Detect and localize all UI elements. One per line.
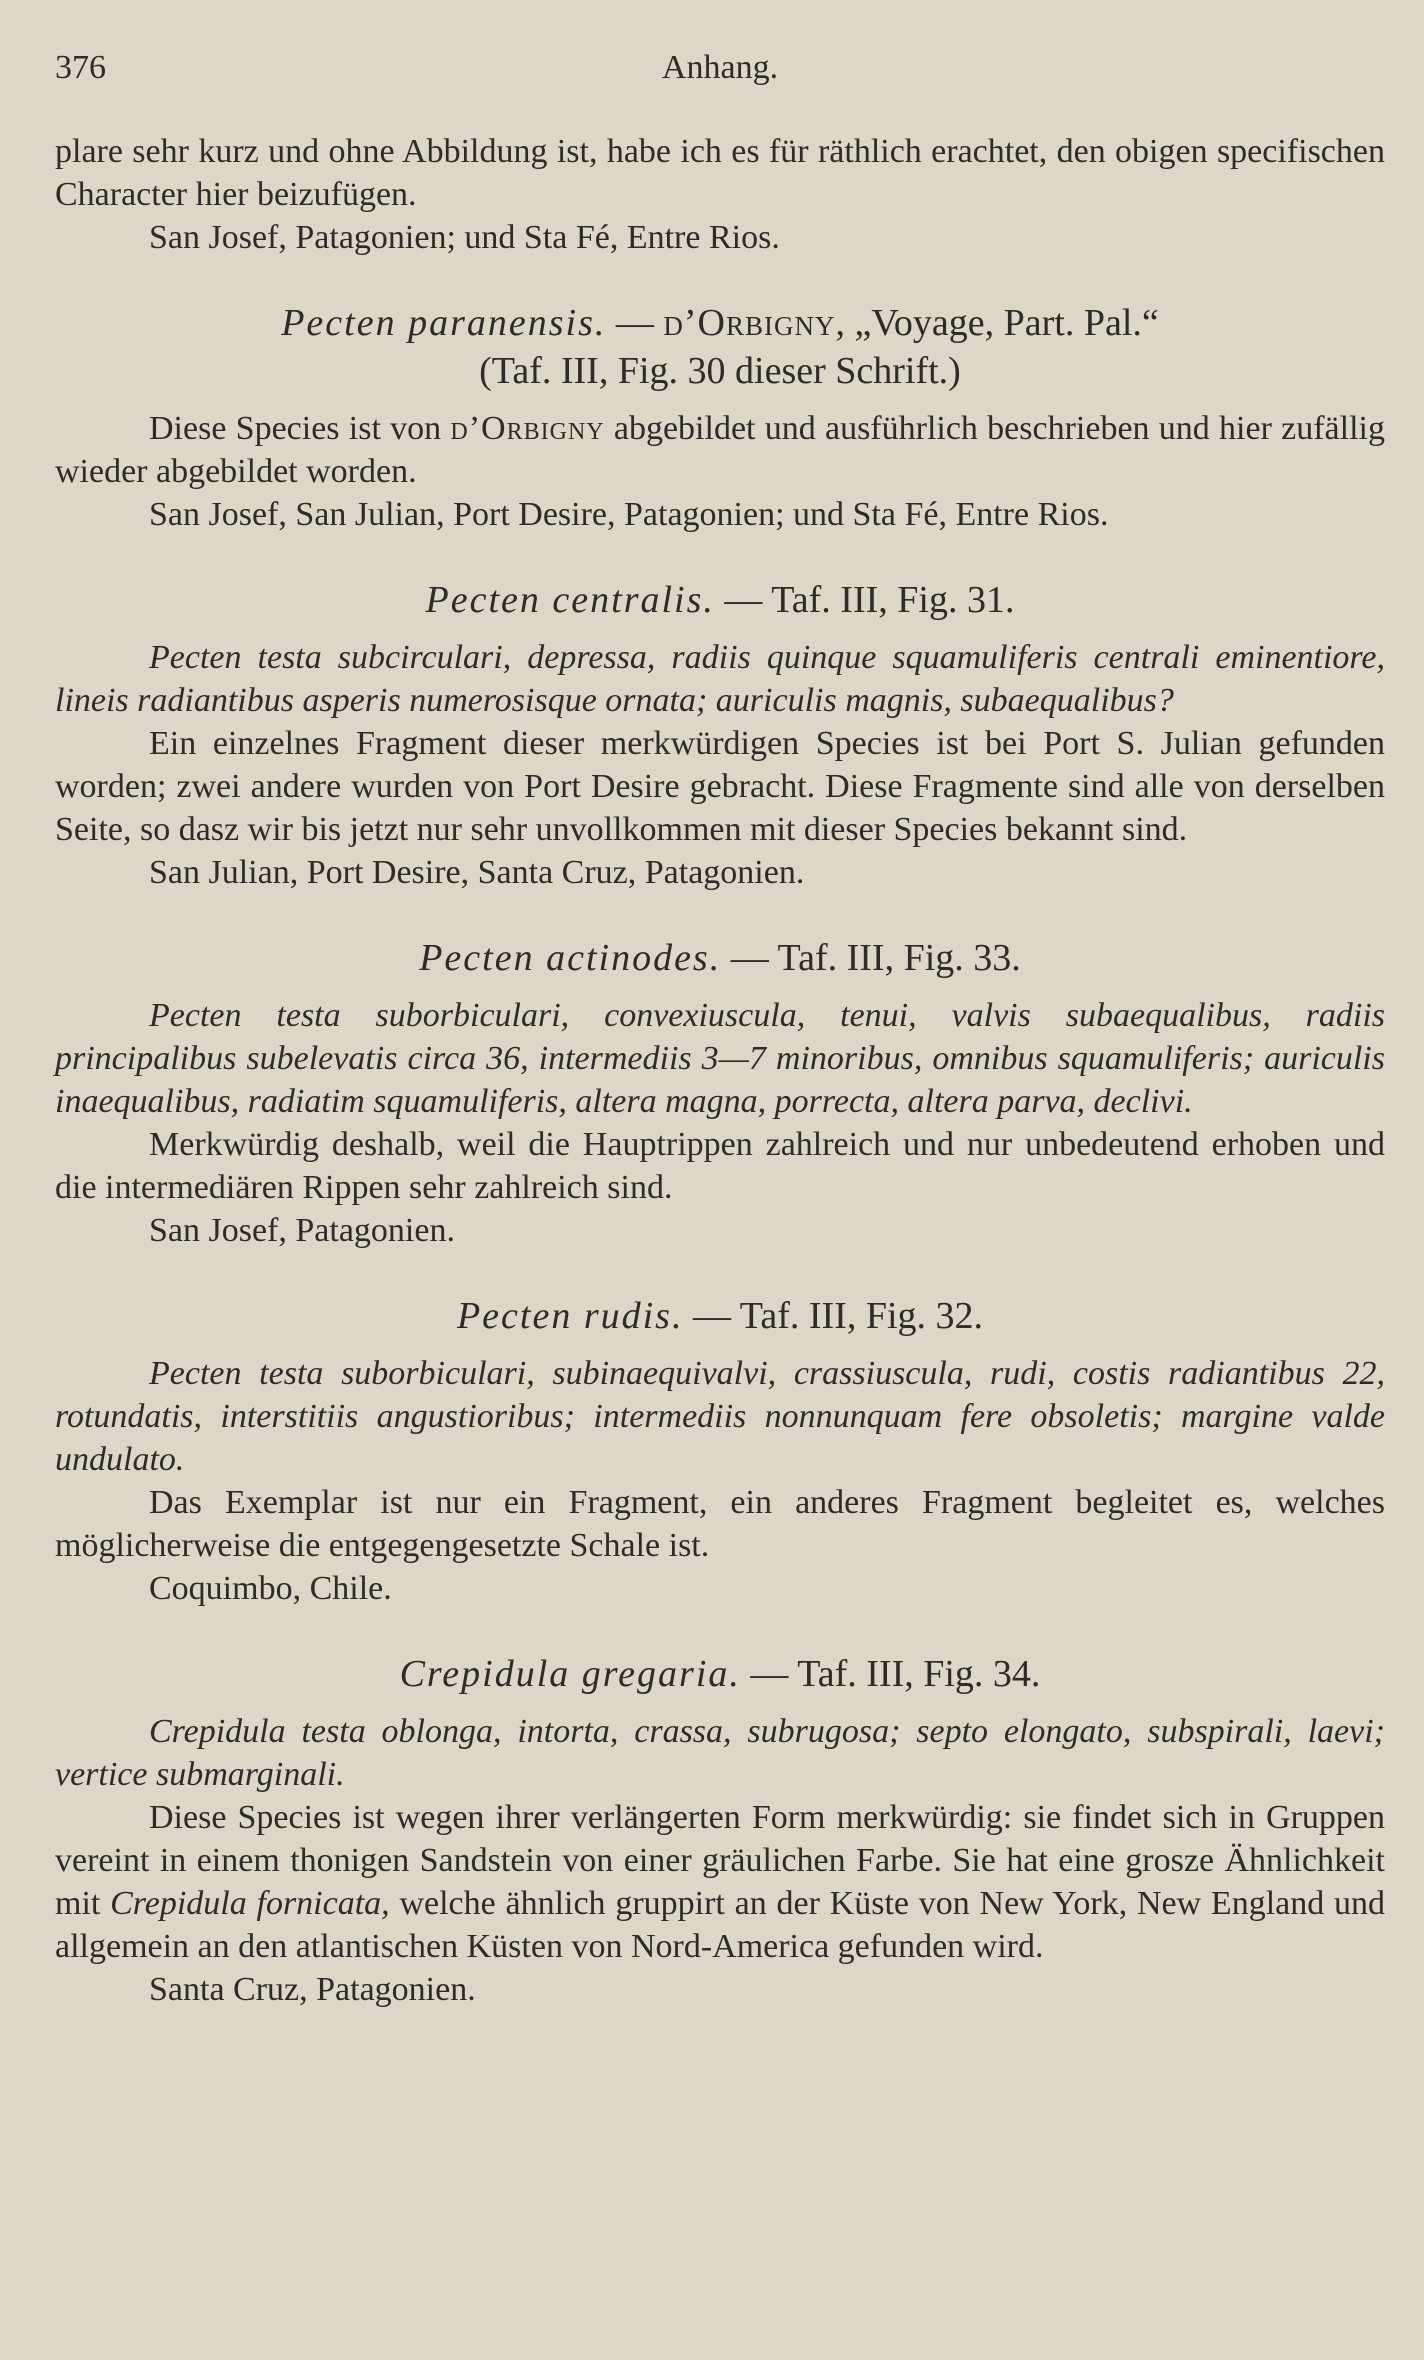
description-text: Diese Species ist wegen ihrer verlängerten Form merkwürdig: sie findet sich in Gruppen vereint in einem thonigen Sandstein von einer gräulichen Farbe. Sie hat eine grosze Ähnlichkeit mit <box>55 1799 1385 1922</box>
running-title: Anhang. <box>661 49 779 86</box>
species-name: Pecten paranensis. <box>281 302 607 344</box>
heading-reference: — Taf. III, Fig. 32. <box>683 1295 984 1337</box>
description-text: welche ähnlich gruppirt an der Küste von New York, New England und allgemein an den atlantischen Küsten von Nord-America gefunden wird. <box>55 1885 1385 1965</box>
page-number: 376 <box>55 49 106 86</box>
description-text: abgebildet und ausführlich beschrieben und hier zufällig wieder abgebildet worden. <box>55 410 1385 490</box>
species-heading-paranensis <box>55 299 1385 395</box>
latin-diagnosis: Pecten testa suborbiculari, convexiuscula, tenui, valvis subaequalibus, radiis principalibus subelevatis circa 36, intermediis 3—7 minoribus, omnibus squamuliferis; auriculis inaequalibus, radiatim squamuliferis, altera magna, porrecta, altera parva, declivi. <box>55 997 1385 1120</box>
heading-dash: — <box>606 302 664 344</box>
page-header <box>55 48 1385 88</box>
species-locality: San Julian, Port Desire, Santa Cruz, Patagonien. <box>149 854 805 891</box>
species-description: Ein einzelnes Fragment dieser merkwürdigen Species ist bei Port S. Julian gefunden worden; zwei andere wurden von Port Desire gebracht. Diese Fragmente sind alle von derselben Seite, so dasz wir bis jetzt nur sehr unvollkommen mit dieser Species bekannt sind. <box>55 725 1385 848</box>
species-reference-italic: Crepidula fornicata, <box>110 1885 390 1922</box>
species-description <box>55 1796 1385 1968</box>
species-locality: Coquimbo, Chile. <box>149 1570 392 1607</box>
heading-reference: , „Voyage, Part. Pal.“ <box>835 302 1159 344</box>
species-heading-centralis <box>55 576 1385 624</box>
latin-diagnosis: Pecten testa suborbiculari, subinaequivalvi, crassiuscula, rudi, costis radiantibus 22, rotundatis, interstitiis angustioribus; intermediis nonnunquam fere obsoletis; margine valde undulato. <box>55 1355 1385 1478</box>
heading-reference: — Taf. III, Fig. 33. <box>721 937 1021 979</box>
species-description <box>55 407 1385 493</box>
species-locality: Santa Cruz, Patagonien. <box>149 1971 476 2008</box>
page-body <box>55 130 1385 2011</box>
intro-paragraph: plare sehr kurz und ohne Abbildung ist, habe ich es für räthlich erachtet, den obigen specifischen Character hier beizufügen. <box>55 133 1385 213</box>
heading-reference-line2: (Taf. III, Fig. 30 dieser Schrift.) <box>479 350 961 392</box>
heading-reference: — Taf. III, Fig. 31. <box>714 579 1015 621</box>
author-name: d’Orbigny <box>450 410 605 447</box>
author-name: d’Orbigny <box>663 302 836 344</box>
species-name: Pecten rudis. <box>456 1295 684 1337</box>
latin-diagnosis: Pecten testa subcirculari, depressa, radiis quinque squamuliferis centrali eminentiore, lineis radiantibus asperis numerosisque ornata; auriculis magnis, subaequalibus? <box>55 639 1385 719</box>
species-locality: San Josef, San Julian, Port Desire, Patagonien; und Sta Fé, Entre Rios. <box>149 496 1109 533</box>
species-heading-rudis <box>55 1292 1385 1340</box>
species-locality: San Josef, Patagonien. <box>149 1212 455 1249</box>
latin-diagnosis: Crepidula testa oblonga, intorta, crassa, subrugosa; septo elongato, subspirali, laevi; vertice submarginali. <box>55 1713 1385 1793</box>
species-description: Merkwürdig deshalb, weil die Hauptrippen zahlreich und nur unbedeutend erhoben und die intermediären Rippen sehr zahlreich sind. <box>55 1126 1385 1206</box>
description-text: Diese Species ist von <box>149 410 451 447</box>
species-description: Das Exemplar ist nur ein Fragment, ein anderes Fragment begleitet es, welches möglicherweise die entgegengesetzte Schale ist. <box>55 1484 1385 1564</box>
species-name: Pecten centralis. <box>425 579 715 621</box>
species-name: Crepidula gregaria. <box>399 1653 741 1695</box>
heading-reference: — Taf. III, Fig. 34. <box>740 1653 1041 1695</box>
species-name: Pecten actinodes. <box>419 937 722 979</box>
intro-locality: San Josef, Patagonien; und Sta Fé, Entre Rios. <box>149 219 780 256</box>
species-heading-crepidula <box>55 1650 1385 1698</box>
species-heading-actinodes <box>55 934 1385 982</box>
